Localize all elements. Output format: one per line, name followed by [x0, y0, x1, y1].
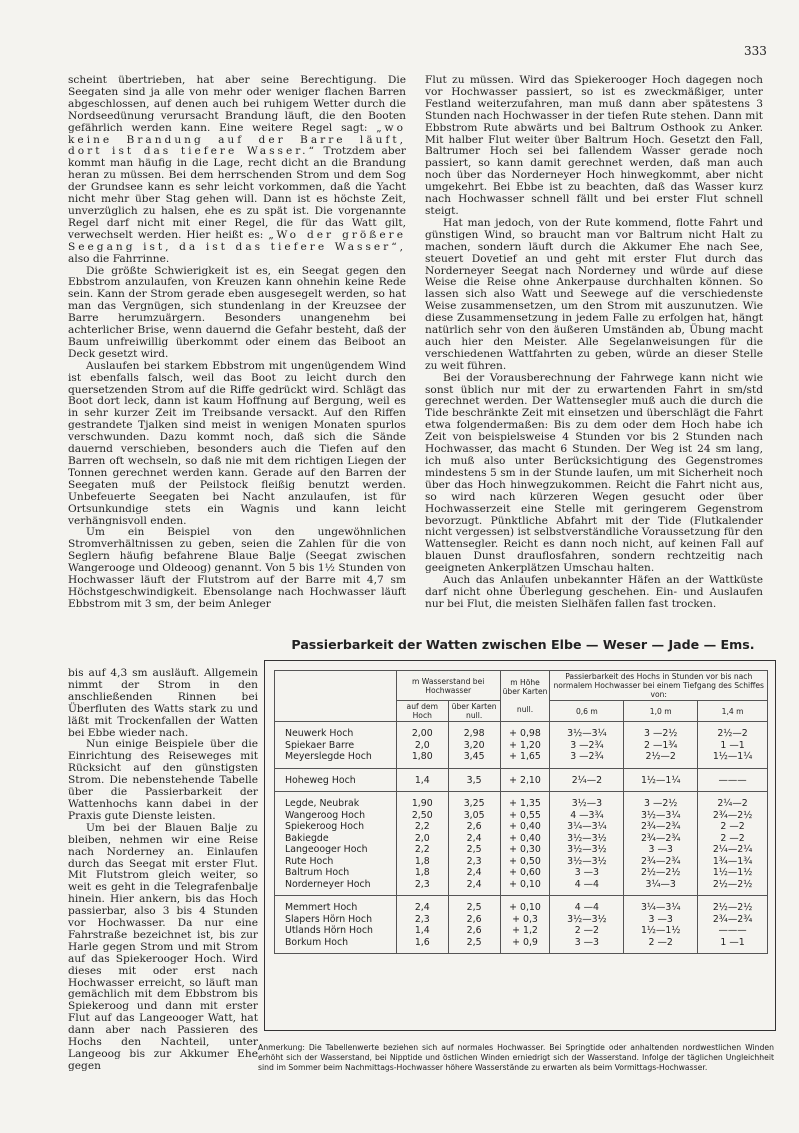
text-run: Trotzdem aber kommt man häufig in die Lage, recht dicht an die Brandung heran zu müssen. Bei dem herrschenden Strom und dem Sog der Grundsee kann es sehr leicht vorkommen, daß die Yacht nicht mehr über Stag gehen will. Dann ist es höchste Zeit, unverzüglich zu halsen, ehe es zu spät ist. Die vorgenannte Regel darf nicht mit einer Regel, die für das Watt gilt, verwechselt werden. Hier heißt es: [68, 145, 406, 241]
draft-06-cell: 3 —2¾ [550, 740, 624, 752]
header-draft-14: 1,4 m [698, 701, 768, 722]
draft-06-cell: 3½—3¼ [550, 722, 624, 740]
paragraph: Bei der Vorausberechnung der Fahrwege kann nicht wie sonst üblich nur mit der zu erwartenden Fahrt in sm/std gerechnet werden. Der Wattensegler muß auch die durch die Tide beschränkte Zeit mit einsetzen und überschlägt die Fahrt etwa folgendermaßen: Bis zu dem oder dem Hoch habe ich Zeit von beispielsweise 4 Stunden vor bis 2 Stunden nach Hochwasser, das macht 6 Stunden. Der Weg ist 24 sm lang, ich muß also unter Berücksichtigung des Gegenstromes mindestens 5 sm in der Stunde laufen, um mit Sicherheit noch über das Hoch hinwegzukommen. Reicht die Fahrt nicht aus, so wird nach kürzeren Wegen gesucht oder über Hochwasserzeit eine Stelle mit geringerem Gegenstrom bevorzugt. Pünktliche Abfahrt mit der Tide (Flutkalender nicht vergessen) ist selbstverständliche Voraussetzung für den Wattensegler. Reicht es dann noch nicht, auf keinen Fall auf blauen Dunst drauflosfahren, sondern rechtzeitig nach geeigneten Ankerplätzen Umschau halten. [425, 371, 763, 575]
table-row [275, 740, 768, 752]
table-row [275, 867, 768, 879]
draft-06-cell: 2¼—2 [550, 768, 624, 792]
draft-06-cell: 4 —3¾ [550, 810, 624, 822]
wasserstand-cell: 1,4 [396, 925, 448, 937]
hoehe-cell: + 2,10 [500, 768, 550, 792]
draft-10-cell: 2½—2 [624, 751, 698, 768]
karten-null-cell: 2,4 [448, 879, 500, 896]
karten-null-cell: 2,4 [448, 867, 500, 879]
draft-10-cell: 1½—1½ [624, 925, 698, 937]
draft-14-cell: 1½—1¼ [698, 751, 768, 768]
draft-14-cell: 1½—1½ [698, 867, 768, 879]
draft-10-cell: 1½—1¼ [624, 768, 698, 792]
left-text-column [68, 75, 406, 611]
spaced-rule-text: „Wo der größere Seegang ist, da ist das tiefere Wasser“, [68, 228, 406, 253]
text-run: also die Fahrrinne. [68, 252, 170, 265]
paragraph: Auch das Anlaufen unbekannter Häfen an der Wattküste darf nicht ohne Überlegung geschehen. Ein- und Auslaufen nur bei Flut, die meisten Sielhäfen fallen fast trocken. [425, 574, 763, 610]
paragraph: Nun einige Beispiele über die Einrichtung des Reiseweges mit Rücksicht auf den günstigsten Strom. Die nebenstehende Tabelle über die Passierbarkeit der Wattenhochs kann dabei in der Praxis gute Dienste leisten. [68, 738, 258, 822]
right-text-column [425, 75, 763, 611]
table-row [275, 879, 768, 896]
text-run: scheint übertrieben, hat aber seine Berechtigung. Die Seegaten sind ja alle von mehr oder weniger flachen Barren abgeschlossen, auf denen auch bei ruhigem Wetter durch die Nordseedünung verursacht Brandung läuft, die den Booten gefährlich werden kann. Eine weitere Regel sagt: [68, 74, 406, 134]
spaced-rule-text: „wo keine Brandung auf der Barre läuft, dort ist das tiefere Wasser.“ [68, 121, 406, 158]
hoehe-cell: + 0,40 [500, 821, 550, 833]
karten-null-cell: 3,45 [448, 751, 500, 768]
draft-14-cell: 2½—2½ [698, 896, 768, 914]
karten-null-cell: 3,5 [448, 768, 500, 792]
location-name: Borkum Hoch [275, 937, 397, 954]
draft-06-cell: 2 —2 [550, 925, 624, 937]
table-row [275, 856, 768, 868]
wasserstand-cell: 1,80 [396, 751, 448, 768]
header-passierbarkeit: Passierbarkeit des Hochs in Stunden vor bis nach normalem Hochwasser bei einem Tiefgang des Schiffes von: [550, 671, 768, 701]
header-ueber-karten-null: über Karten null. [448, 701, 500, 722]
draft-14-cell: ——— [698, 925, 768, 937]
header-draft-06: 0,6 m [550, 701, 624, 722]
karten-null-cell: 2,6 [448, 925, 500, 937]
hoehe-cell: + 0,60 [500, 867, 550, 879]
karten-null-cell: 2,5 [448, 844, 500, 856]
wasserstand-cell: 2,0 [396, 833, 448, 845]
location-name: Neuwerk Hoch [275, 722, 397, 740]
wasserstand-cell: 2,3 [396, 914, 448, 926]
table-note: Anmerkung: Die Tabellenwerte beziehen sich auf normales Hochwasser. Bei Springtide oder anhaltenden nordwestlichen Winden erhöht sich der Wasserstand, bei Nipptide und östlichen Winden erniedrigt sich der Wasserstand. Infolge der täglichen Ungleichheit sind im Sommer beim Nachmittags-Hochwasser höhere Wasserstände zu erwarten als beim Vormittags-Hochwasser. [258, 1043, 774, 1072]
location-name: Hoheweg Hoch [275, 768, 397, 792]
hoehe-cell: + 1,65 [500, 751, 550, 768]
location-name: Memmert Hoch [275, 896, 397, 914]
draft-10-cell: 2¾—2¾ [624, 856, 698, 868]
paragraph [68, 75, 406, 266]
hoehe-cell: + 0,10 [500, 896, 550, 914]
location-name: Bakiegde [275, 833, 397, 845]
bottom-left-text-column [68, 668, 258, 1073]
karten-null-cell: 2,98 [448, 722, 500, 740]
table-row [275, 722, 768, 740]
draft-14-cell: 2¼—2¼ [698, 844, 768, 856]
draft-10-cell: 3½—3¼ [624, 810, 698, 822]
passability-table [274, 670, 768, 954]
page-number: 333 [744, 44, 767, 58]
draft-06-cell: 3¼—3¼ [550, 821, 624, 833]
table-row [275, 914, 768, 926]
karten-null-cell: 3,25 [448, 792, 500, 810]
hoehe-cell: + 1,35 [500, 792, 550, 810]
draft-10-cell: 2¾—2¾ [624, 833, 698, 845]
header-hoehe-label: m Höhe über Karten [502, 678, 548, 696]
paragraph: Um bei der Blauen Balje zu bleiben, nehmen wir eine Reise nach Norderney an. Einlaufen durch das Seegat mit erster Flut. Mit Flutstrom gleich weiter, so weit es geht in die Telegrafenbalje hinein. Hier ankern, bis das Hoch passierbar, also 3 bis 4 Stunden vor Hochwasser. Da nur eine Fahrstraße bezeichnet ist, bis zur Harle gegen Strom und mit Strom auf das Spiekerooger Hoch. Wird dieses mit oder erst nach Hochwasser erreicht, so läuft man gemächlich mit dem Ebbstrom bis Spiekeroog und dann mit erster Flut auf das Langeooger Watt, hat dann aber nach Passieren des Hochs den Nachteil, unter Langeoog bis zur Akkumer Ehe gegen [68, 821, 258, 1072]
draft-10-cell: 2½—2½ [624, 867, 698, 879]
location-name: Slapers Hörn Hoch [275, 914, 397, 926]
wasserstand-cell: 1,90 [396, 792, 448, 810]
location-name: Rute Hoch [275, 856, 397, 868]
draft-14-cell: 1¾—1¾ [698, 856, 768, 868]
paragraph: bis auf 4,3 sm ausläuft. Allgemein nimmt der Strom in den anschließenden Rinnen bei Überfluten des Watts stark zu und läßt mit Trockenfallen der Watten bei Ebbe wieder nach. [68, 667, 258, 739]
hoehe-cell: + 0,10 [500, 879, 550, 896]
table-row [275, 844, 768, 856]
wasserstand-cell: 2,3 [396, 879, 448, 896]
location-name: Wangeroog Hoch [275, 810, 397, 822]
wasserstand-cell: 2,50 [396, 810, 448, 822]
table-body [275, 722, 768, 954]
draft-06-cell: 3½—3½ [550, 833, 624, 845]
draft-14-cell: 2¼—2 [698, 792, 768, 810]
header-auf-dem-hoch: auf dem Hoch [396, 701, 448, 722]
draft-10-cell: 3¼—3 [624, 879, 698, 896]
draft-10-cell: 2¾—2¾ [624, 821, 698, 833]
draft-06-cell: 3 —3 [550, 937, 624, 954]
location-name: Meyerslegde Hoch [275, 751, 397, 768]
karten-null-cell: 2,3 [448, 856, 500, 868]
location-name: Baltrum Hoch [275, 867, 397, 879]
draft-14-cell: 2 —2 [698, 821, 768, 833]
draft-14-cell: 2¾—2¾ [698, 914, 768, 926]
hoehe-cell: + 0,3 [500, 914, 550, 926]
location-name: Norderneyer Hoch [275, 879, 397, 896]
draft-06-cell: 3 —3 [550, 867, 624, 879]
table-row [275, 792, 768, 810]
hoehe-cell: + 1,2 [500, 925, 550, 937]
header-wasserstand: m Wasserstand bei Hochwasser [396, 671, 500, 701]
draft-14-cell: 1 —1 [698, 937, 768, 954]
draft-10-cell: 3¼—3¼ [624, 896, 698, 914]
draft-10-cell: 3 —2½ [624, 722, 698, 740]
karten-null-cell: 3,05 [448, 810, 500, 822]
table-row [275, 896, 768, 914]
draft-06-cell: 3½—3½ [550, 844, 624, 856]
hoehe-cell: + 0,40 [500, 833, 550, 845]
wasserstand-cell: 1,6 [396, 937, 448, 954]
location-name: Legde, Neubrak [275, 792, 397, 810]
wasserstand-cell: 2,2 [396, 844, 448, 856]
hoehe-cell: + 0,98 [500, 722, 550, 740]
table-row [275, 768, 768, 792]
draft-06-cell: 3½—3½ [550, 856, 624, 868]
karten-null-cell: 3,20 [448, 740, 500, 752]
wasserstand-cell: 2,4 [396, 896, 448, 914]
karten-null-cell: 2,4 [448, 833, 500, 845]
draft-14-cell: 2½—2 [698, 722, 768, 740]
hoehe-cell: + 0,55 [500, 810, 550, 822]
table-row [275, 925, 768, 937]
wasserstand-cell: 2,00 [396, 722, 448, 740]
draft-06-cell: 3½—3½ [550, 914, 624, 926]
hoehe-cell: + 0,30 [500, 844, 550, 856]
hoehe-cell: + 0,50 [500, 856, 550, 868]
wasserstand-cell: 1,8 [396, 867, 448, 879]
paragraph: Die größte Schwierigkeit ist es, ein Seegat gegen den Ebbstrom anzulaufen, von Kreuzen kann ohnehin keine Rede sein. Kann der Strom gerade eben ausgesegelt werden, so hat man das Vergnügen, sich stundenlang in der Kreuzsee der Barre herumzuärgern. Besonders unangenehm bei achterlicher Brise, wenn dauernd die Gefahr besteht, daß der Baum unfreiwillig überkommt oder einem das Beiboot an Deck gesetzt wird. [68, 264, 406, 360]
draft-06-cell: 3½—3 [550, 792, 624, 810]
header-location [275, 671, 397, 722]
draft-10-cell: 3 —3 [624, 914, 698, 926]
table-row [275, 937, 768, 954]
location-name: Spiekaer Barre [275, 740, 397, 752]
location-name: Spiekeroog Hoch [275, 821, 397, 833]
draft-14-cell: ——— [698, 768, 768, 792]
karten-null-cell: 2,5 [448, 896, 500, 914]
paragraph: Hat man jedoch, von der Rute kommend, flotte Fahrt und günstigen Wind, so braucht man vor Baltrum nicht Halt zu machen, sondern läuft durch die Akkumer Ehe nach See, steuert Dovetief an und geht mit erster Flut durch das Norderneyer Seegat nach Norderney und würde auf diese Weise die Reise ohne Ankerpause durchhalten können. So lassen sich also Watt und Seewege auf die verschiedenste Weise zusammensetzen, um den Strom mit auszunutzen. Wie diese Zusammensetzung in jedem Falle zu erfolgen hat, hängt natürlich sehr von den äußeren Umständen ab, Übung macht auch hier den Meister. Alle Segelanweisungen für die verschiedenen Wattfahrten zu geben, würde an dieser Stelle zu weit führen. [425, 216, 763, 372]
karten-null-cell: 2,6 [448, 821, 500, 833]
table-row [275, 821, 768, 833]
header-draft-10: 1,0 m [624, 701, 698, 722]
table-row [275, 810, 768, 822]
table-row [275, 833, 768, 845]
draft-14-cell: 2¾—2½ [698, 810, 768, 822]
paragraph: Auslaufen bei starkem Ebbstrom mit ungenügendem Wind ist ebenfalls falsch, weil das Boot zu leicht durch den quersetzenden Strom auf die Riffe gedrückt wird. Schlägt das Boot dort leck, dann ist kaum Hoffnung auf Bergung, weil es in sehr kurzer Zeit im Treibsande versackt. Auf den Riffen gestrandete Tjalken sind meist in wenigen Monaten spurlos verschwunden. Dazu kommt noch, daß sich die Sände dauernd verschieben, besonders auch die Tiefen auf den Barren oft wechseln, so daß nie mit dem richtigen Liegen der Tonnen gerechnet werden kann. Gerade auf den Barren der Seegaten muß der Peilstock fleißig benutzt werden. Unbefeuerte Seegaten bei Nacht anzulaufen, ist für Ortsunkundige stets ein Wagnis und kann leicht verhängnisvoll enden. [68, 359, 406, 527]
draft-06-cell: 4 —4 [550, 879, 624, 896]
location-name: Langeooger Hoch [275, 844, 397, 856]
draft-14-cell: 1 —1 [698, 740, 768, 752]
wasserstand-cell: 2,0 [396, 740, 448, 752]
draft-06-cell: 3 —2¾ [550, 751, 624, 768]
paragraph: Flut zu müssen. Wird das Spiekerooger Hoch dagegen noch vor Hochwasser passiert, so ist es zweckmäßiger, unter Festland weiterzufahren, man muß dann aber spätestens 3 Stunden nach Hochwasser in der tiefen Rute stehen. Dann mit Ebbstrom Rute abwärts und bei Baltrum Osthook zu Anker. Mit halber Flut weiter über Baltrum Hoch. Gesetzt den Fall, Baltrumer Hoch sei bei fallendem Wasser gerade noch passiert, so kann damit gerechnet werden, daß man auch noch über das Norderneyer Hoch hinwegkommt, aber nicht umgekehrt. Bei Ebbe ist zu beachten, daß das Wasser kurz nach Hochwasser schnell fällt und bei erster Flut schnell steigt. [425, 74, 763, 217]
draft-06-cell: 4 —4 [550, 896, 624, 914]
karten-null-cell: 2,6 [448, 914, 500, 926]
karten-null-cell: 2,5 [448, 937, 500, 954]
draft-14-cell: 2½—2½ [698, 879, 768, 896]
header-hoehe [500, 671, 550, 722]
wasserstand-cell: 1,8 [396, 856, 448, 868]
hoehe-cell: + 0,9 [500, 937, 550, 954]
draft-10-cell: 3 —2½ [624, 792, 698, 810]
header-null-label: null. [516, 705, 534, 714]
wasserstand-cell: 1,4 [396, 768, 448, 792]
wasserstand-cell: 2,2 [396, 821, 448, 833]
draft-10-cell: 2 —1¾ [624, 740, 698, 752]
draft-10-cell: 2 —2 [624, 937, 698, 954]
draft-10-cell: 3 —3 [624, 844, 698, 856]
location-name: Utlands Hörn Hoch [275, 925, 397, 937]
hoehe-cell: + 1,20 [500, 740, 550, 752]
draft-14-cell: 2 —2 [698, 833, 768, 845]
paragraph: Um ein Beispiel von den ungewöhnlichen Stromverhältnissen zu geben, seien die Zahlen für die von Seglern häufig befahrene Blaue Balje (Seegat zwischen Wangerooge und Oldeoog) genannt. Von 5 bis 1½ Stunden von Hochwasser läuft der Flutstrom auf der Barre mit 4,7 sm Höchstgeschwindigkeit. Ebensolange nach Hochwasser läuft Ebbstrom mit 3 sm, der beim Anleger [68, 526, 406, 610]
table-title: Passierbarkeit der Watten zwischen Elbe — Weser — Jade — Ems. [291, 637, 755, 652]
table-row [275, 751, 768, 768]
